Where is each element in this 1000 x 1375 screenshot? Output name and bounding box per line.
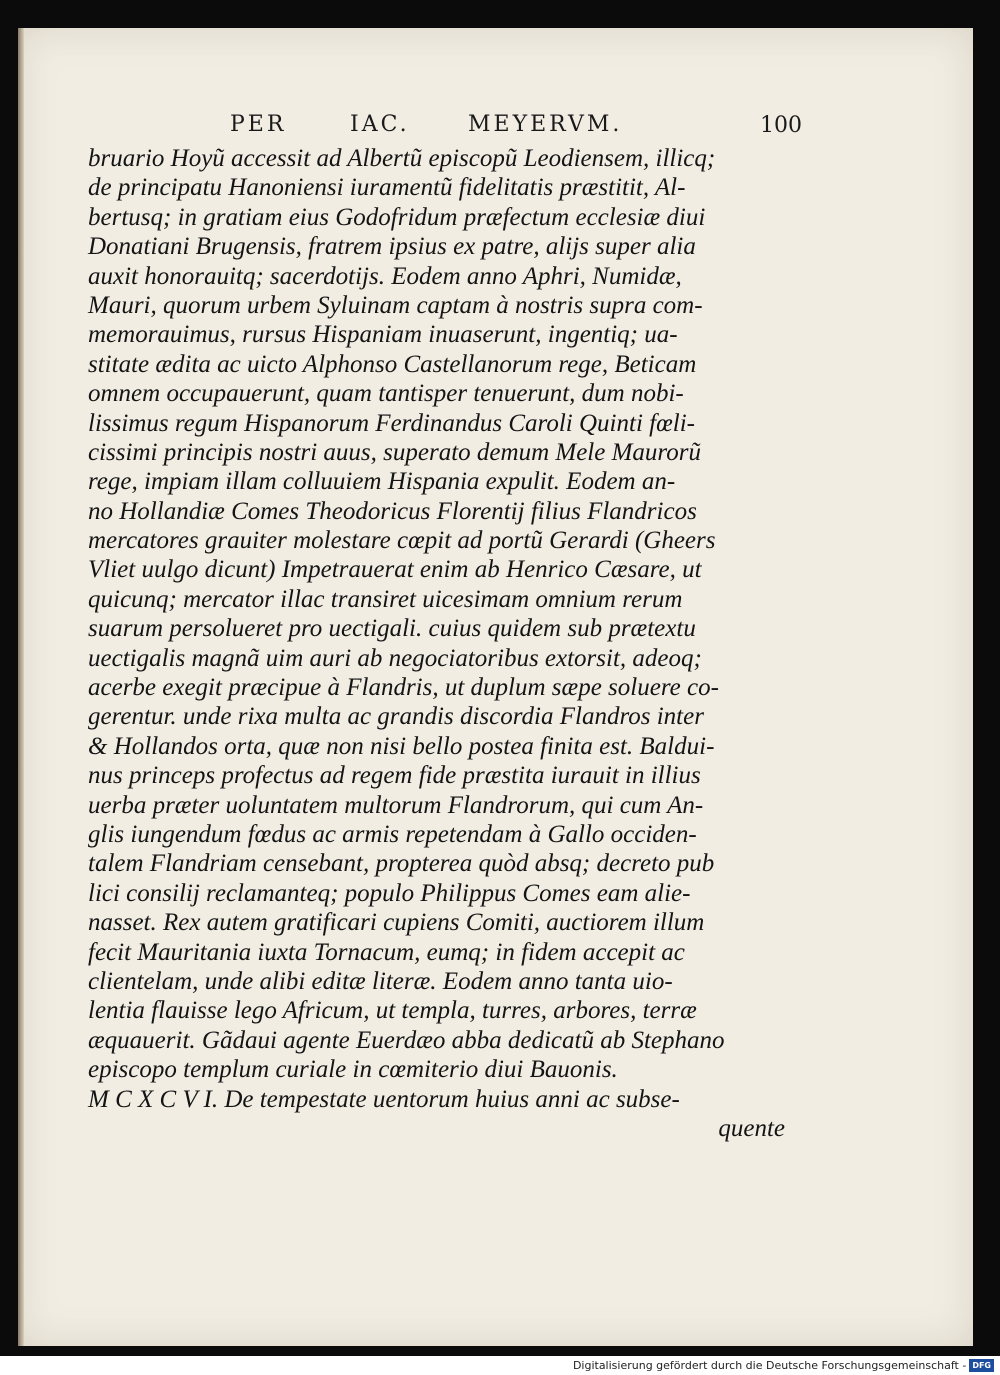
text-line: gerentur. unde rixa multa ac grandis discordia Flandros inter <box>88 703 704 731</box>
dfg-logo: DFG <box>969 1359 994 1372</box>
text-line: memorauimus, rursus Hispaniam inuaserunt, ingentiq; ua- <box>88 321 678 349</box>
text-line: rege, impiam illam colluuiem Hispania expulit. Eodem an- <box>88 468 676 496</box>
text-line: Vliet uulgo dicunt) Impetrauerat enim ab Henrico Cæsare, ut <box>88 556 702 584</box>
text-line: clientelam, unde alibi editæ literæ. Eodem anno tanta uio- <box>88 967 673 995</box>
text-line: mercatores grauiter molestare cœpit ad portũ Gerardi (Gheers <box>88 527 716 555</box>
running-head <box>230 112 830 142</box>
digitization-credit <box>573 1359 994 1372</box>
text-line: uectigalis magnã uim auri ab negociatoribus extorsit, adeoq; <box>88 644 702 672</box>
text-line: fecit Mauritania iuxta Tornacum, eumq; in fidem accepit ac <box>88 938 685 966</box>
text-line: acerbe exegit præcipue à Flandris, ut duplum sæpe soluere co- <box>88 674 719 702</box>
text-line: talem Flandriam censebant, propterea quòd absq; decreto pub <box>88 850 715 878</box>
text-line: & Hollandos orta, quæ non nisi bello postea finita est. Baldui- <box>88 732 715 760</box>
running-head-left: PER <box>230 112 287 137</box>
text-line: lissimus regum Hispanorum Ferdinandus Caroli Quinti fœli- <box>88 409 695 437</box>
text-line: omnem occupauerunt, quam tantisper tenuerunt, dum nobi- <box>88 380 684 408</box>
text-line: bertusq; in gratiam eius Godofridum præfectum ecclesiæ diui <box>88 203 706 231</box>
text-line: uerba præter uoluntatem multorum Flandrorum, qui cum An- <box>88 791 704 819</box>
page-gutter <box>18 28 24 1346</box>
text-line: no Hollandiæ Comes Theodoricus Florentij filius Flandricos <box>88 497 697 525</box>
credit-text: Digitalisierung gefördert durch die Deutsche Forschungsgemeinschaft - <box>572 1359 967 1372</box>
text-line: lentia flauisse lego Africum, ut templa, turres, arbores, terræ <box>88 997 697 1025</box>
text-line: auxit honorauitq; sacerdotijs. Eodem anno Aphri, Numidæ, <box>88 262 682 290</box>
running-head-right: MEYERVM. <box>468 112 623 137</box>
text-line: suarum persolueret pro uectigali. cuius quidem sub prætextu <box>88 615 696 643</box>
text-line: stitate ædita ac uicto Alphonso Castellanorum rege, Beticam <box>88 350 697 378</box>
text-line: nus princeps profectus ad regem fide præstita iurauit in illius <box>88 762 701 790</box>
text-line: lici consilij reclamanteq; populo Philippus Comes eam alie- <box>88 879 691 907</box>
running-head-middle: IAC. <box>350 112 410 137</box>
text-line: nasset. Rex autem gratificari cupiens Comiti, auctiorem illum <box>88 909 705 937</box>
text-line: de principatu Hanoniensi iuramentũ fidelitatis præstitit, Al- <box>88 174 686 202</box>
text-line: quicunq; mercator illac transiret uicesimam omnium rerum <box>88 585 683 613</box>
text-line: episcopo templum curiale in cœmiterio diui Bauonis. <box>88 1056 618 1084</box>
page-number: 100 <box>760 113 802 138</box>
text-line: æquauerit. Gãdaui agente Euerdæo abba dedicatũ ab Stephano <box>88 1026 725 1054</box>
body-text <box>88 144 793 1143</box>
text-line: M C X C V I. De tempestate uentorum huius anni ac subse- <box>88 1085 680 1113</box>
text-line: cissimi principis nostri auus, superato demum Mele Maurorũ <box>88 438 701 466</box>
text-line: bruario Hoyũ accessit ad Albertũ episcopũ Leodiensem, illicq; <box>88 145 716 172</box>
text-line: Mauri, quorum urbem Syluinam captam à nostris supra com- <box>88 291 703 319</box>
catchword: quente <box>718 1114 785 1142</box>
text-line: glis iungendum fœdus ac armis repetendam à Gallo occiden- <box>88 820 697 848</box>
text-line: Donatiani Brugensis, fratrem ipsius ex patre, alijs super alia <box>88 233 696 261</box>
